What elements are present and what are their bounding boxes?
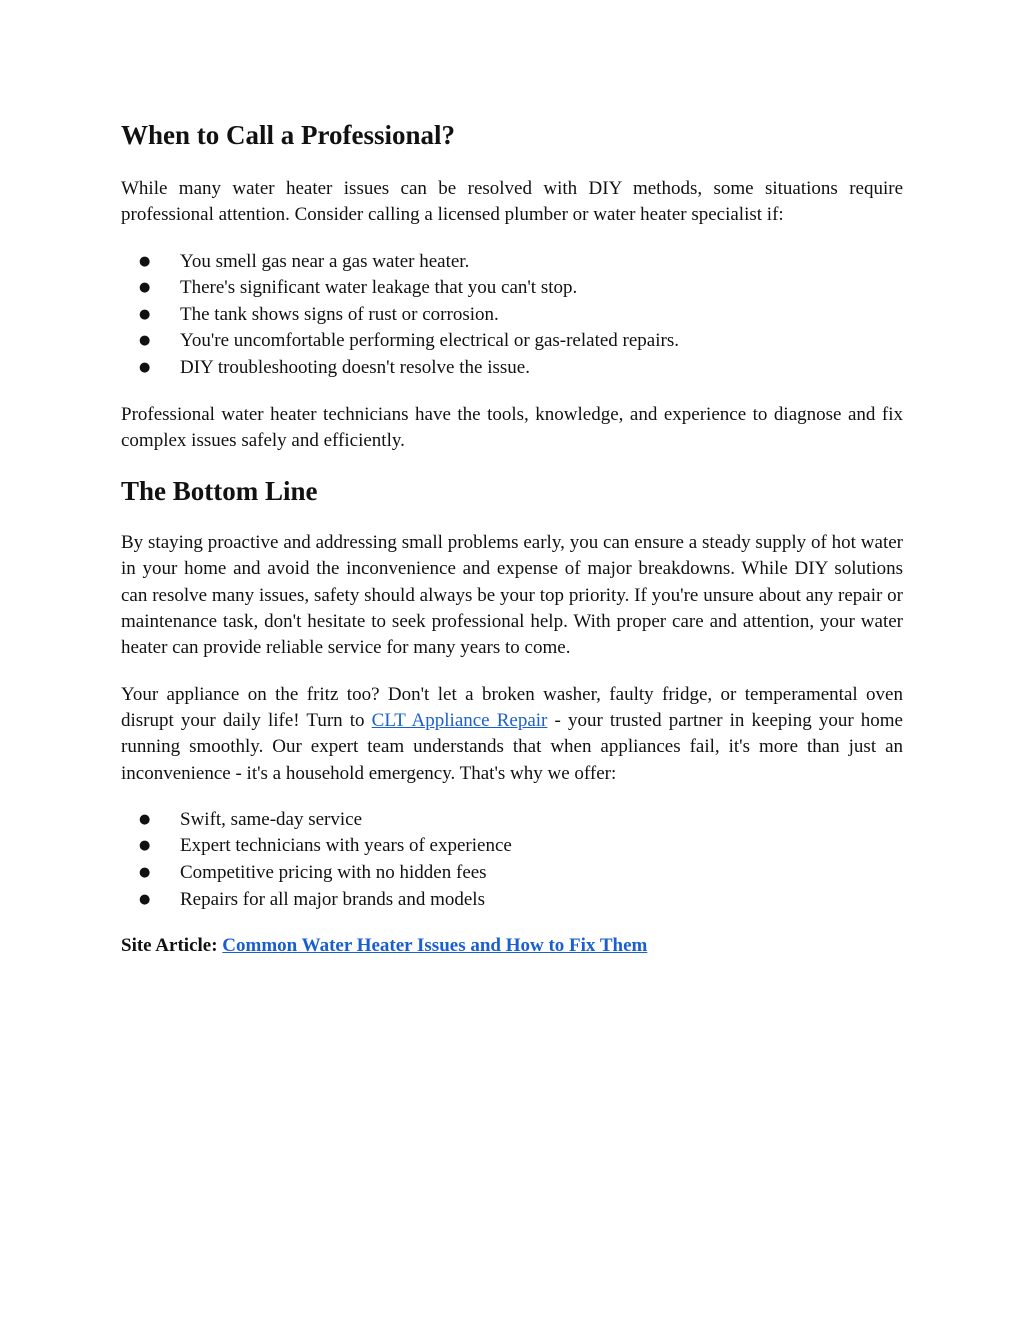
- paragraph-bottom-line: By staying proactive and addressing small problems early, you can ensure a steady supply of hot water in your home and avoid the inconvenience and expense of major breakdowns. While DIY solutions can resolve many issues, safety should always be your top priority. If you're unsure about any repair or maintenance task, don't hesitate to seek professional help. With proper care and attention, your water heater can provide reliable service for many years to come.: [121, 532, 903, 659]
- clt-appliance-repair-link[interactable]: CLT Appliance Repair: [371, 709, 548, 731]
- paragraph-professional-technicians: Professional water heater technicians have the tools, knowledge, and experience to diagnose and fix complex issues safely and efficiently.: [121, 403, 903, 451]
- site-article-link[interactable]: Common Water Heater Issues and How to Fix Them: [222, 935, 648, 957]
- bullet-icon: ●: [139, 891, 151, 907]
- bullet-icon: ●: [139, 253, 151, 269]
- document-page: [121, 118, 903, 959]
- bullet-icon: ●: [139, 359, 151, 375]
- list-item: ● Swift, same-day service: [121, 807, 903, 834]
- bulleted-list-services: [121, 807, 903, 913]
- site-article-line: [121, 933, 903, 959]
- heading-when-to-call: When to Call a Professional?: [121, 120, 456, 150]
- list-item: ● DIY troubleshooting doesn't resolve the issue.: [121, 355, 903, 382]
- list-item: ● Competitive pricing with no hidden fees: [121, 860, 903, 887]
- list-item: ● You're uncomfortable performing electrical or gas-related repairs.: [121, 328, 903, 355]
- list-item: ● The tank shows signs of rust or corrosion.: [121, 302, 903, 329]
- paragraph-intro: While many water heater issues can be resolved with DIY methods, some situations require professional attention. Consider calling a licensed plumber or water heater specialist if:: [121, 178, 903, 226]
- bullet-icon: ●: [139, 838, 151, 854]
- site-article-label: Site Article:: [121, 935, 218, 957]
- list-item: ● Repairs for all major brands and models: [121, 887, 903, 914]
- bullet-icon: ●: [139, 865, 151, 881]
- heading-bottom-line: The Bottom Line: [121, 476, 318, 507]
- bulleted-list-warnings: [121, 249, 903, 382]
- list-item: ● There's significant water leakage that you can't stop.: [121, 275, 903, 302]
- bullet-icon: ●: [139, 333, 151, 349]
- list-item: ● You smell gas near a gas water heater.: [121, 249, 903, 276]
- list-item: ● Expert technicians with years of experience: [121, 833, 903, 860]
- paragraph-promo: Your appliance on the fritz too? Don't let a broken washer, faulty fridge, or temperamental oven disrupt your daily life! Turn to CLT Appliance Repair - your trusted partner in keeping your home running smoothly. Our expert team understands that when appliances fail, it's more than just an inconvenience - it's a household emergency. That's why we offer:: [121, 683, 903, 784]
- bullet-icon: ●: [139, 280, 151, 296]
- bullet-icon: ●: [139, 306, 151, 322]
- bullet-icon: ●: [139, 811, 151, 827]
